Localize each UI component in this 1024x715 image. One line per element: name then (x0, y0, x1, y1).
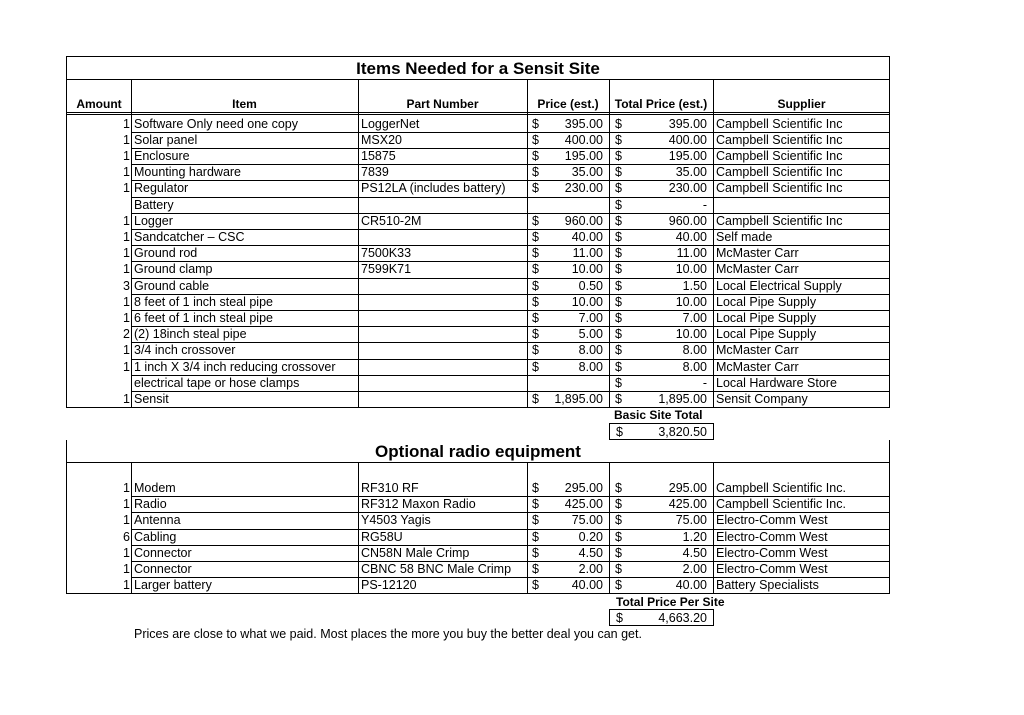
row-price-currency: $ (532, 327, 539, 342)
table-row (0, 148, 1024, 164)
row-total-price: 295.00 (668, 481, 707, 495)
row-supplier: Campbell Scientific Inc (716, 116, 843, 131)
row-total-price: 2.00 (682, 562, 707, 576)
row-price-currency: $ (532, 359, 539, 374)
row-total-price: - (702, 375, 707, 390)
row-amount: 1 (123, 246, 130, 261)
row-part-number: 7599K71 (361, 262, 412, 277)
row-supplier: Local Pipe Supply (716, 327, 817, 342)
row-part-number: MSX20 (361, 132, 402, 147)
header-supplier: Supplier (777, 97, 826, 111)
row-price-currency: $ (532, 262, 539, 277)
row-supplier: Campbell Scientific Inc (716, 165, 843, 180)
row-part-number: RG58U (361, 529, 403, 544)
row-supplier: Local Hardware Store (716, 375, 837, 390)
row-divider (131, 164, 890, 165)
row-amount: 2 (123, 327, 130, 342)
row-item: Connector (134, 562, 192, 576)
table-row (0, 261, 1024, 277)
row-price: 7.00 (578, 310, 603, 325)
row-total-price: 75.00 (675, 513, 707, 528)
row-price: 1,895.00 (554, 391, 603, 406)
row-price-currency: $ (532, 116, 539, 131)
row-supplier: Sensit Company (716, 391, 808, 406)
row-total-price: 8.00 (682, 359, 707, 374)
row-divider (131, 180, 890, 181)
row-price: 2.00 (578, 562, 603, 576)
row-total-currency: $ (615, 181, 622, 196)
row-amount: 1 (123, 213, 130, 228)
row-amount: 1 (123, 132, 130, 147)
row-supplier: Campbell Scientific Inc (716, 132, 843, 147)
row-item: (2) 18inch steal pipe (134, 327, 247, 342)
row-part-number: RF312 Maxon Radio (361, 497, 476, 512)
row-total-currency: $ (615, 343, 622, 358)
row-total-currency: $ (615, 310, 622, 325)
row-supplier: McMaster Carr (716, 246, 799, 261)
row-item: Enclosure (134, 148, 190, 163)
row-price: 40.00 (571, 578, 603, 593)
row-price: 230.00 (564, 181, 603, 196)
row-divider (131, 245, 890, 246)
table-row (0, 342, 1024, 358)
table-row (0, 278, 1024, 294)
row-price-currency: $ (532, 165, 539, 180)
table-row (0, 213, 1024, 229)
row-total-currency: $ (615, 278, 622, 293)
row-amount: 1 (123, 513, 130, 528)
basic-site-total-value: 3,820.50 (658, 425, 707, 439)
row-item: Modem (134, 481, 176, 495)
row-amount: 1 (123, 165, 130, 180)
row-total-currency: $ (615, 165, 622, 180)
row-item: Ground rod (134, 246, 198, 261)
header-price: Price (est.) (537, 97, 599, 111)
row-price: 11.00 (572, 246, 603, 261)
row-price: 8.00 (578, 343, 603, 358)
row-price-currency: $ (532, 246, 539, 261)
row-supplier: McMaster Carr (716, 262, 799, 277)
row-price: 10.00 (571, 262, 603, 277)
row-total-price: 1.20 (682, 529, 707, 544)
row-total-price: 10.00 (675, 294, 707, 309)
row-item: Radio (134, 497, 167, 512)
row-amount: 1 (123, 148, 130, 163)
table-row (0, 375, 1024, 391)
row-total-currency: $ (615, 578, 622, 593)
row-price-currency: $ (532, 294, 539, 309)
row-price-currency: $ (532, 481, 539, 495)
table-row (0, 164, 1024, 180)
row-divider (131, 375, 890, 376)
row-total-price: 7.00 (682, 310, 707, 325)
row-amount: 1 (123, 181, 130, 196)
table-row (0, 116, 1024, 132)
row-price-currency: $ (532, 229, 539, 244)
row-supplier: Local Electrical Supply (716, 278, 842, 293)
row-total-price: 195.00 (668, 148, 707, 163)
row-supplier: Local Pipe Supply (716, 294, 817, 309)
total-price-per-site-label: Total Price Per Site (616, 595, 725, 609)
row-divider (131, 326, 890, 327)
row-price: 395.00 (564, 116, 603, 131)
row-item: Solar panel (134, 132, 198, 147)
row-price-currency: $ (532, 513, 539, 528)
row-part-number: CBNC 58 BNC Male Crimp (361, 562, 512, 576)
row-price-currency: $ (532, 132, 539, 147)
row-total-currency: $ (615, 497, 622, 512)
row-price-currency: $ (532, 578, 539, 593)
row-divider (131, 261, 890, 262)
row-price: 425.00 (564, 497, 603, 512)
row-supplier: Battery Specialists (716, 578, 819, 593)
row-item: Mounting hardware (134, 165, 242, 180)
row-divider (131, 278, 890, 279)
row-price: 4.50 (578, 545, 603, 560)
basic-site-total-label: Basic Site Total (614, 408, 703, 422)
row-divider (131, 496, 890, 497)
row-amount: 1 (123, 262, 130, 277)
row-divider (131, 342, 890, 343)
row-divider (131, 148, 890, 149)
row-divider (131, 561, 890, 562)
total-price-per-site-currency: $ (616, 611, 623, 625)
row-item: Logger (134, 213, 173, 228)
row-price: 10.00 (571, 294, 603, 309)
row-item: Larger battery (134, 578, 212, 593)
row-supplier: Electro-Comm West (716, 529, 828, 544)
header-item: Item (232, 97, 257, 111)
section1-header-divider (66, 112, 890, 113)
row-total-price: 960.00 (668, 213, 707, 228)
row-amount: 1 (123, 562, 130, 576)
row-total-price: 1.50 (682, 278, 707, 293)
row-supplier: McMaster Carr (716, 343, 799, 358)
row-amount: 1 (123, 481, 130, 495)
row-amount: 1 (123, 545, 130, 560)
row-supplier: Electro-Comm West (716, 545, 828, 560)
row-divider (131, 132, 890, 133)
row-part-number: 7500K33 (361, 246, 412, 261)
row-item: Battery (134, 197, 174, 212)
row-amount: 1 (123, 310, 130, 325)
row-total-currency: $ (615, 481, 622, 495)
row-item: 3/4 inch crossover (134, 343, 236, 358)
row-total-currency: $ (615, 132, 622, 147)
row-item: Software Only need one copy (134, 116, 298, 131)
row-item: electrical tape or hose clamps (134, 375, 300, 390)
row-total-currency: $ (615, 116, 622, 131)
row-amount: 1 (123, 359, 130, 374)
row-item: 1 inch X 3/4 inch reducing crossover (134, 359, 336, 374)
row-item: Regulator (134, 181, 189, 196)
row-total-price: 395.00 (668, 116, 707, 131)
row-price: 5.00 (578, 327, 603, 342)
table-row (0, 545, 1024, 561)
row-total-price: 11.00 (676, 246, 707, 261)
row-part-number: CR510-2M (361, 213, 422, 228)
row-total-price: 40.00 (675, 578, 707, 593)
row-supplier: Electro-Comm West (716, 562, 828, 576)
row-part-number: PS-12120 (361, 578, 417, 593)
row-price-currency: $ (532, 213, 539, 228)
header-amount: Amount (76, 97, 122, 111)
row-price-currency: $ (532, 529, 539, 544)
row-price: 0.20 (578, 529, 603, 544)
table-row (0, 132, 1024, 148)
section2-title-divider (66, 462, 890, 463)
row-item: Antenna (134, 513, 181, 528)
row-divider (131, 310, 890, 311)
row-total-currency: $ (615, 213, 622, 228)
row-divider (131, 213, 890, 214)
row-total-currency: $ (615, 148, 622, 163)
row-total-currency: $ (615, 229, 622, 244)
row-supplier: Campbell Scientific Inc (716, 213, 843, 228)
row-total-currency: $ (615, 529, 622, 544)
row-supplier: Local Pipe Supply (716, 310, 817, 325)
row-total-price: 400.00 (668, 132, 707, 147)
row-divider (131, 512, 890, 513)
table-row (0, 529, 1024, 545)
table-row (0, 310, 1024, 326)
row-part-number: CN58N Male Crimp (361, 545, 470, 560)
row-item: 6 feet of 1 inch steal pipe (134, 310, 273, 325)
table-row (0, 391, 1024, 407)
table-row (0, 561, 1024, 577)
row-supplier: Campbell Scientific Inc. (716, 481, 846, 495)
row-total-currency: $ (615, 513, 622, 528)
row-total-currency: $ (615, 562, 622, 576)
row-total-price: 4.50 (682, 545, 707, 560)
row-supplier: Self made (716, 229, 773, 244)
row-part-number: 7839 (361, 165, 389, 180)
table-row (0, 180, 1024, 196)
table-row (0, 512, 1024, 528)
table-row (0, 294, 1024, 310)
row-price: 75.00 (571, 513, 603, 528)
row-amount: 6 (123, 529, 130, 544)
row-price: 195.00 (564, 148, 603, 163)
row-supplier: Campbell Scientific Inc (716, 148, 843, 163)
row-divider (131, 229, 890, 230)
table-row (0, 496, 1024, 512)
row-item: 8 feet of 1 inch steal pipe (134, 294, 273, 309)
section1-title: Items Needed for a Sensit Site (356, 59, 600, 78)
row-divider (131, 391, 890, 392)
row-supplier: McMaster Carr (716, 359, 799, 374)
row-price: 0.50 (578, 278, 603, 293)
row-total-price: 425.00 (668, 497, 707, 512)
table-row (0, 480, 1024, 496)
row-total-price: 10.00 (675, 262, 707, 277)
row-item: Sandcatcher – CSC (134, 229, 245, 244)
row-price-currency: $ (532, 545, 539, 560)
row-amount: 3 (123, 278, 130, 293)
row-total-currency: $ (615, 391, 622, 406)
row-total-currency: $ (615, 294, 622, 309)
row-price: 35.00 (571, 165, 603, 180)
row-amount: 1 (123, 294, 130, 309)
row-price-currency: $ (532, 562, 539, 576)
row-total-currency: $ (615, 197, 622, 212)
row-part-number: PS12LA (includes battery) (361, 181, 506, 196)
footer-note: Prices are close to what we paid. Most places the more you buy the better deal you can get. (134, 627, 642, 641)
row-price: 960.00 (564, 213, 603, 228)
table-row (0, 359, 1024, 375)
row-divider (131, 294, 890, 295)
row-price: 8.00 (578, 359, 603, 374)
row-divider (131, 197, 890, 198)
basic-site-total-currency: $ (616, 425, 623, 439)
table-row (0, 326, 1024, 342)
row-total-currency: $ (615, 359, 622, 374)
row-item: Ground cable (134, 278, 210, 293)
row-price-currency: $ (532, 497, 539, 512)
table-row (0, 229, 1024, 245)
row-item: Ground clamp (134, 262, 213, 277)
row-total-price: 35.00 (675, 165, 707, 180)
row-amount: 1 (123, 578, 130, 593)
total-price-per-site-value: 4,663.20 (658, 611, 707, 625)
row-part-number: 15875 (361, 148, 396, 163)
row-price: 400.00 (564, 132, 603, 147)
row-price-currency: $ (532, 310, 539, 325)
row-total-currency: $ (615, 327, 622, 342)
row-amount: 1 (123, 116, 130, 131)
row-divider (131, 545, 890, 546)
row-total-price: 1,895.00 (658, 391, 707, 406)
row-part-number: RF310 RF (361, 481, 419, 495)
header-part-number: Part Number (406, 97, 479, 111)
row-supplier: Campbell Scientific Inc (716, 181, 843, 196)
row-item: Sensit (134, 391, 169, 406)
row-item: Cabling (134, 529, 177, 544)
row-total-currency: $ (615, 375, 622, 390)
row-divider (131, 359, 890, 360)
row-total-price: 10.00 (675, 327, 707, 342)
row-total-price: 8.00 (682, 343, 707, 358)
row-total-currency: $ (615, 246, 622, 261)
header-total-price: Total Price (est.) (614, 97, 708, 111)
row-amount: 1 (123, 343, 130, 358)
row-item: Connector (134, 545, 192, 560)
row-divider (131, 529, 890, 530)
row-price-currency: $ (532, 343, 539, 358)
row-amount: 1 (123, 229, 130, 244)
row-total-currency: $ (615, 545, 622, 560)
row-price: 295.00 (564, 481, 603, 495)
table-row (0, 577, 1024, 593)
section2-title: Optional radio equipment (375, 442, 581, 461)
row-price-currency: $ (532, 181, 539, 196)
table-row (0, 197, 1024, 213)
row-supplier: Electro-Comm West (716, 513, 828, 528)
row-supplier: Campbell Scientific Inc. (716, 497, 846, 512)
row-price: 40.00 (571, 229, 603, 244)
row-price-currency: $ (532, 278, 539, 293)
row-price-currency: $ (532, 391, 539, 406)
row-total-currency: $ (615, 262, 622, 277)
row-price-currency: $ (532, 148, 539, 163)
row-total-price: - (702, 197, 707, 212)
row-total-price: 40.00 (675, 229, 707, 244)
row-part-number: Y4503 Yagis (361, 513, 431, 528)
row-total-price: 230.00 (668, 181, 707, 196)
row-amount: 1 (123, 391, 130, 406)
row-divider (131, 577, 890, 578)
row-amount: 1 (123, 497, 130, 512)
table-row (0, 245, 1024, 261)
row-part-number: LoggerNet (361, 116, 420, 131)
